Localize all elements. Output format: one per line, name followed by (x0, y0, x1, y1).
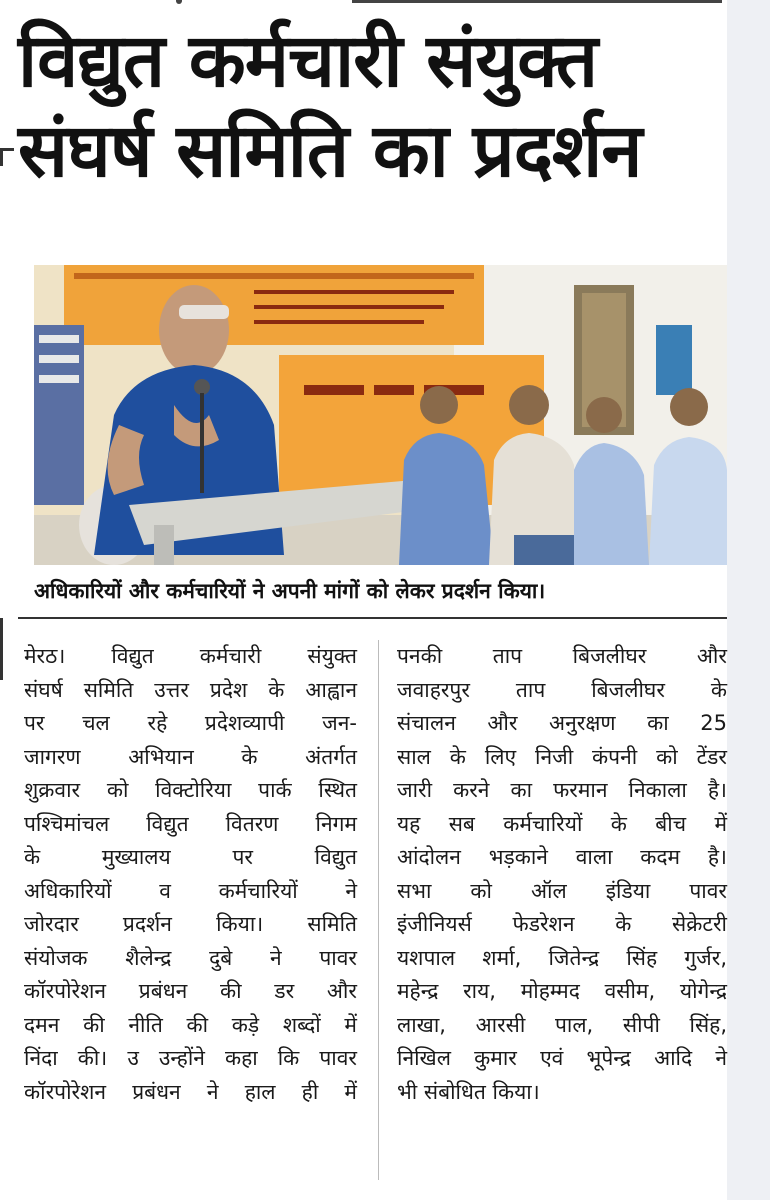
column-line: जोरदार प्रदर्शन किया। समिति (24, 912, 357, 936)
column-line: निखिल कुमार एवं भूपेन्द्र आदि ने (397, 1046, 727, 1070)
column-line: पश्चिमांचल विद्युत वितरण निगम (24, 811, 357, 836)
column-line: यशपाल शर्मा, जितेन्द्र सिंह गुर्जर, (397, 945, 727, 970)
headline-line-2: संघर्ष समिति का प्रदर्शन (18, 108, 642, 194)
column-line: जागरण अभियान के अंतर्गत (24, 744, 357, 769)
article-column-right (397, 640, 727, 1109)
column-line: पर चल रहे प्रदेशव्यापी जन- (24, 711, 357, 735)
column-line: संचालन और अनुरक्षण का 25 (397, 711, 727, 735)
column-line: इंजीनियर्स फेडरेशन के सेक्रेटरी (397, 912, 727, 936)
top-dot (176, 0, 182, 4)
column-line: कॉरपोरेशन प्रबंधन की डर और (24, 979, 357, 1003)
column-line: भी संबोधित किया। (397, 1079, 540, 1104)
column-line: कॉरपोरेशन प्रबंधन ने हाल ही में (24, 1079, 357, 1104)
column-line: मेरठ। विद्युत कर्मचारी संयुक्त (24, 644, 357, 668)
column-line: निंदा की। उ उन्होंने कहा कि पावर (24, 1046, 357, 1070)
column-line: आंदोलन भड़काने वाला कदम है। (397, 845, 727, 869)
column-line: शुक्रवार को विक्टोरिया पार्क स्थित (24, 778, 357, 802)
article-column-left (24, 640, 357, 1109)
news-photo (34, 265, 727, 565)
headline (18, 16, 718, 196)
column-divider (378, 640, 379, 1180)
page-margin (727, 0, 770, 1200)
left-marker-lower (0, 618, 3, 680)
headline-line-1: विद्युत कर्मचारी संयुक्त (18, 18, 598, 104)
column-line: दमन की नीति की कड़े शब्दों में (24, 1012, 357, 1037)
column-line: सभा को ऑल इंडिया पावर (397, 878, 727, 903)
column-line: जवाहरपुर ताप बिजलीघर के (397, 677, 727, 702)
column-line: महेन्द्र राय, मोहम्मद वसीम, योगेन्द्र (397, 979, 727, 1003)
column-line: पनकी ताप बिजलीघर और (397, 644, 727, 668)
column-line: के मुख्यालय पर विद्युत (24, 845, 357, 869)
column-line: संघर्ष समिति उत्तर प्रदेश के आह्वान (24, 677, 357, 702)
column-line: संयोजक शैलेन्द्र दुबे ने पावर (24, 945, 357, 970)
column-line: साल के लिए निजी कंपनी को टेंडर (397, 744, 727, 769)
left-tick (0, 148, 14, 151)
photo-caption: अधिकारियों और कर्मचारियों ने अपनी मांगों को लेकर प्रदर्शन किया। (34, 579, 546, 603)
caption-rule (18, 617, 727, 619)
column-line: यह सब कर्मचारियों के बीच में (397, 811, 727, 836)
column-line: अधिकारियों व कर्मचारियों ने (24, 878, 357, 903)
column-line: जारी करने का फरमान निकाला है। (397, 778, 727, 802)
column-line: लाखा, आरसी पाल, सीपी सिंह, (397, 1012, 727, 1037)
top-rule (352, 0, 722, 3)
